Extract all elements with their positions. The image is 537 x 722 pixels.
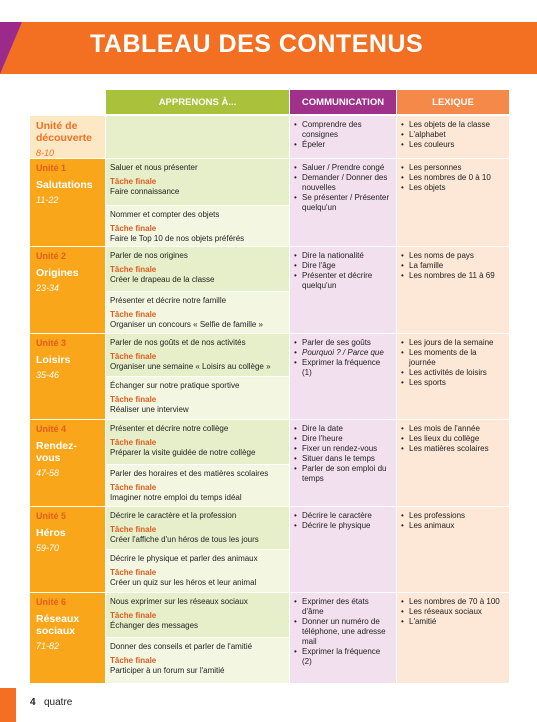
unit-name: Unité de découverte [36, 120, 93, 144]
communication-item: • Fixer un rendez-vous [294, 444, 392, 454]
communication-cell [290, 334, 396, 419]
activity-text: Décrire le physique et parler des animaux [110, 554, 258, 563]
lexique-item: • La famille [401, 261, 505, 271]
lexique-cell [397, 420, 509, 506]
task-final-text: Participer à un forum sur l'amitié [110, 666, 225, 675]
lexique-cell [397, 507, 509, 592]
activity-text: Décrire le caractère et la profession [110, 511, 237, 520]
page-word: quatre [44, 697, 73, 708]
lexique-cell [397, 116, 509, 158]
task-final-label: Tâche finale [110, 265, 157, 274]
unit-number: Unité 4 [36, 424, 67, 434]
activity-block [106, 550, 289, 592]
lexique-item: • Les nombres de 70 à 100 [401, 597, 505, 607]
lexique-item: • Les personnes [401, 163, 505, 173]
lexique-item: • Les couleurs [401, 140, 505, 150]
task-final-label: Tâche finale [110, 483, 157, 492]
unit-name: Rendez-vous [36, 440, 77, 464]
activity-text: Parler de nos origines [110, 251, 188, 260]
communication-item: • Parler de ses goûts [294, 338, 392, 348]
lexique-list [401, 511, 505, 531]
communication-list [294, 120, 392, 150]
page-number: 4 [30, 697, 36, 708]
communication-item: • Situer dans le temps [294, 454, 392, 464]
task-final-text: Réaliser une interview [110, 405, 189, 414]
unit-name: Héros [36, 527, 66, 539]
unit-number: Unité 2 [36, 251, 67, 261]
lexique-item: • L'alphabet [401, 130, 505, 140]
communication-item: • Dire l'heure [294, 434, 392, 444]
communication-item: • Comprendre des consignes [294, 120, 392, 140]
task-final-label: Tâche finale [110, 224, 157, 233]
activity-text: Présenter et décrire notre collège [110, 424, 229, 433]
column-header-apprenons: APPRENONS À... [106, 90, 289, 114]
lexique-item: • Les nombres de 0 à 10 [401, 173, 505, 183]
unit-pages: 35-46 [36, 370, 60, 380]
activity-text: Saluer et nous présenter [110, 163, 198, 172]
activity-block [106, 159, 289, 205]
unit-cell [30, 159, 105, 246]
communication-item: • Épeler [294, 140, 392, 150]
task-final-label: Tâche finale [110, 525, 157, 534]
communication-item: • Saluer / Prendre congé [294, 163, 392, 173]
task-final-text: Échanger des messages [110, 621, 199, 630]
unit-name: Loisirs [36, 354, 71, 366]
lexique-list [401, 424, 505, 454]
unit-pages: 11-22 [36, 195, 59, 205]
task-final-label: Tâche finale [110, 438, 157, 447]
lexique-item: • Les noms de pays [401, 251, 505, 261]
activity-block [106, 465, 289, 506]
communication-item: • Exprimer la fréquence (1) [294, 358, 392, 378]
task-final-label: Tâche finale [110, 568, 157, 577]
communication-item: • Décrire le physique [294, 521, 392, 531]
task-final-label: Tâche finale [110, 310, 157, 319]
activity-text: Présenter et décrire notre famille [110, 296, 227, 305]
activity-block [106, 507, 289, 549]
task-final-label: Tâche finale [110, 395, 157, 404]
activity-text: Donner des conseils et parler de l'amitié [110, 642, 253, 651]
lexique-cell [397, 593, 509, 683]
lexique-item: • Les jours de la semaine [401, 338, 505, 348]
activity-block [106, 638, 289, 683]
task-final-text: Faire connaissance [110, 187, 180, 196]
task-final-text: Préparer la visite guidée de notre collège [110, 448, 256, 457]
unit-number: Unité 6 [36, 597, 67, 607]
communication-item: • Exprimer la fréquence (2) [294, 647, 392, 667]
activity-text: Parler de nos goûts et de nos activités [110, 338, 246, 347]
task-final-text: Créer un quiz sur les héros et leur animal [110, 578, 257, 587]
activity-block [106, 334, 289, 376]
communication-item: • Dire la date [294, 424, 392, 434]
task-final-label: Tâche finale [110, 177, 157, 186]
unit-pages: 8-10 [36, 148, 55, 158]
unit-number: Unité 1 [36, 163, 67, 173]
communication-list [294, 163, 392, 213]
unit-pages: 23-34 [36, 283, 60, 293]
task-final-label: Tâche finale [110, 352, 157, 361]
lexique-item: • Les réseaux sociaux [401, 607, 505, 617]
activity-cell [106, 116, 289, 158]
communication-item: • Décrire le caractère [294, 511, 392, 521]
task-final-text: Organiser un concours « Selfie de famille » [110, 320, 263, 329]
lexique-item: • Les matières scolaires [401, 444, 505, 454]
communication-list [294, 511, 392, 531]
unit-cell [30, 116, 105, 158]
unit-cell [30, 247, 105, 333]
communication-cell [290, 247, 396, 333]
unit-cell [30, 507, 105, 592]
activity-block [106, 206, 289, 246]
lexique-cell [397, 334, 509, 419]
communication-cell [290, 507, 396, 592]
column-header-communication: COMMUNICATION [290, 90, 396, 114]
lexique-item: • Les objets de la classe [401, 120, 505, 130]
lexique-item: • Les objets [401, 183, 505, 193]
communication-cell [290, 593, 396, 683]
lexique-list [401, 120, 505, 150]
lexique-item: • Les nombres de 11 à 69 [401, 271, 505, 281]
unit-pages: 71-82 [36, 641, 60, 651]
unit-pages: 47-58 [36, 468, 60, 478]
communication-item: • Se présenter / Présenter quelqu'un [294, 193, 392, 213]
unit-number: Unité 3 [36, 338, 67, 348]
lexique-item: • Les mois de l'année [401, 424, 505, 434]
unit-name: Réseaux sociaux [36, 613, 80, 637]
unit-cell [30, 334, 105, 419]
task-final-label: Tâche finale [110, 611, 157, 620]
communication-cell [290, 116, 396, 158]
task-final-text: Organiser une semaine « Loisirs au collège » [110, 362, 271, 371]
communication-list [294, 424, 392, 484]
activity-block [106, 377, 289, 419]
communication-item: • Dire l'âge [294, 261, 392, 271]
communication-list [294, 251, 392, 291]
communication-list [294, 338, 392, 378]
lexique-cell [397, 247, 509, 333]
communication-item: • Donner un numéro de téléphone, une adresse mail [294, 617, 392, 647]
lexique-list [401, 251, 505, 281]
activity-text: Nommer et compter des objets [110, 210, 220, 219]
unit-name: Origines [36, 267, 79, 279]
task-final-text: Créer le drapeau de la classe [110, 275, 215, 284]
communication-item: • Présenter et décrire quelqu'un [294, 271, 392, 291]
task-final-label: Tâche finale [110, 656, 157, 665]
activity-text: Parler des horaires et des matières scolaires [110, 469, 269, 478]
task-final-text: Faire le Top 10 de nos objets préférés [110, 234, 245, 243]
task-final-text: Créer l'affiche d'un héros de tous les jours [110, 535, 259, 544]
column-header-lexique: LEXIQUE [397, 90, 509, 114]
lexique-item: • Les activités de loisirs [401, 368, 505, 378]
communication-item: • Demander / Donner des nouvelles [294, 173, 392, 193]
lexique-list [401, 597, 505, 627]
lexique-item: • Les sports [401, 378, 505, 388]
lexique-item: • Les animaux [401, 521, 505, 531]
unit-number: Unité 5 [36, 511, 67, 521]
footer-accent [0, 688, 16, 722]
lexique-item: • Les lieux du collège [401, 434, 505, 444]
lexique-list [401, 338, 505, 388]
activity-text: Échanger sur notre pratique sportive [110, 381, 240, 390]
activity-text: Nous exprimer sur les réseaux sociaux [110, 597, 248, 606]
communication-item: • Exprimer des états d'âme [294, 597, 392, 617]
lexique-item: • L'amitié [401, 617, 505, 627]
communication-item: • Parler de son emploi du temps [294, 464, 392, 484]
task-final-text: Imaginer notre emploi du temps idéal [110, 493, 242, 502]
unit-cell [30, 593, 105, 683]
lexique-item: • Les professions [401, 511, 505, 521]
activity-block [106, 593, 289, 637]
communication-item: • Dire la nationalité [294, 251, 392, 261]
page-title: TABLEAU DES CONTENUS [90, 30, 424, 58]
activity-block [106, 420, 289, 464]
communication-cell [290, 159, 396, 246]
lexique-cell [397, 159, 509, 246]
unit-cell [30, 420, 105, 506]
activity-block [106, 292, 289, 333]
unit-name: Salutations [36, 179, 93, 191]
title-accent [0, 22, 22, 74]
communication-item: • Pourquoi ? / Parce que [294, 348, 392, 358]
activity-block [106, 247, 289, 291]
lexique-list [401, 163, 505, 193]
unit-pages: 59-70 [36, 543, 60, 553]
communication-cell [290, 420, 396, 506]
lexique-item: • Les moments de la journée [401, 348, 505, 368]
communication-list [294, 597, 392, 667]
